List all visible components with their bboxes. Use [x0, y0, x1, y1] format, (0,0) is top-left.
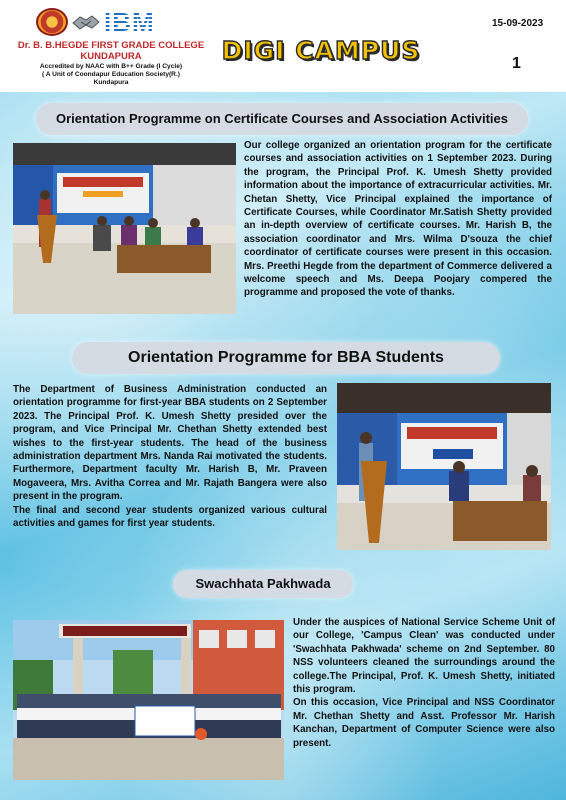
unit-of-line1: ( A Unit of Coondapur Education Society(R.)	[42, 71, 180, 78]
unit-of-line2: Kundapura	[93, 79, 129, 86]
bba-paragraph-2: The final and second year students organized various cultural activities and games for first year students.	[13, 504, 327, 530]
swachhata-paragraph-1: Under the auspices of National Service Scheme Unit of our College, 'Campus Clean' was conducted under 'Swachhata Pakhwada' scheme on 2nd September. 80 NSS volunteers cleaned the surroundings around the college.The Principal, Prof. K. Umesh Shetty, initiated this program.	[293, 617, 555, 696]
swachhata-paragraph-2: On this occasion, Vice Principal and NSS Coordinator Mr. Chethan Shetty and Asst. Professor Mr. Harish Kanchan, Department of Computer Science were also present.	[293, 697, 555, 749]
college-seal-icon	[36, 8, 68, 36]
photo-orientation-certificate	[13, 143, 236, 314]
header	[0, 0, 566, 92]
section-text-certificate-courses: Our college organized an orientation program for the certificate courses and association activities on 1 September 2023. During the program, the Principal Prof. K. Umesh Shetty provided information about the importance of extracurricular activities. Mr. Chetan Shetty, Vice Principal explained the importance of Certificate Courses, while Coordinator Mr.Satish Shetty provided an in-depth overview of certificate courses. Mr. Harish B, the association coordinator and Mrs. Wilma D'souza the chief coordinator of certificate courses were present in this occasion. Mrs. Preethi Hegde from the department of Commerce delivered a welcome speech and Ms. Deepa Poojary compered the programme and proposed the vote of thanks.	[244, 140, 552, 299]
newsletter-title: DIGI CAMPUS	[221, 36, 421, 65]
accreditation	[0, 63, 222, 87]
page-number: 1	[512, 55, 521, 72]
issue-date: 15-09-2023	[492, 18, 544, 29]
logo-row	[36, 8, 186, 36]
photo-swachhata-pakhwada	[13, 620, 284, 780]
handshake-icon	[72, 11, 100, 33]
college-name-line2: KUNDAPURA	[80, 51, 142, 62]
section-title-bba-orientation: Orientation Programme for BBA Students	[72, 342, 500, 374]
college-name	[0, 40, 222, 62]
bba-paragraph-1: The Department of Business Administration conducted an orientation programme for first-year BBA students on 2 September 2023. The Principal Prof. K. Umesh Shetty presided over the program, and Vice Principal Mr. Chethan Shetty extended best wishes to the first-year students. The head of the business administration department Mrs. Nanda Rai motivated the students. Furthermore, Department faculty Mr. Harish B, Mr. Praveen Mogaveera, Mrs. Avitha Correa and Mr. Rajath Bangera were also present in the program.	[13, 384, 327, 503]
college-name-line1: Dr. B. B.HEGDE FIRST GRADE COLLEGE	[17, 40, 205, 51]
photo-bba-orientation	[337, 383, 551, 550]
section-text-swachhata	[293, 616, 555, 750]
section-title-certificate-courses: Orientation Programme on Certificate Courses and Association Activities	[36, 103, 528, 135]
accreditation-line: Accredited by NAAC with B++ Grade (I Cycle)	[39, 63, 183, 70]
ibm-logo: IBM	[104, 7, 155, 37]
section-title-swachhata: Swachhata Pakhwada	[173, 570, 353, 598]
section-text-bba-orientation	[13, 383, 327, 530]
